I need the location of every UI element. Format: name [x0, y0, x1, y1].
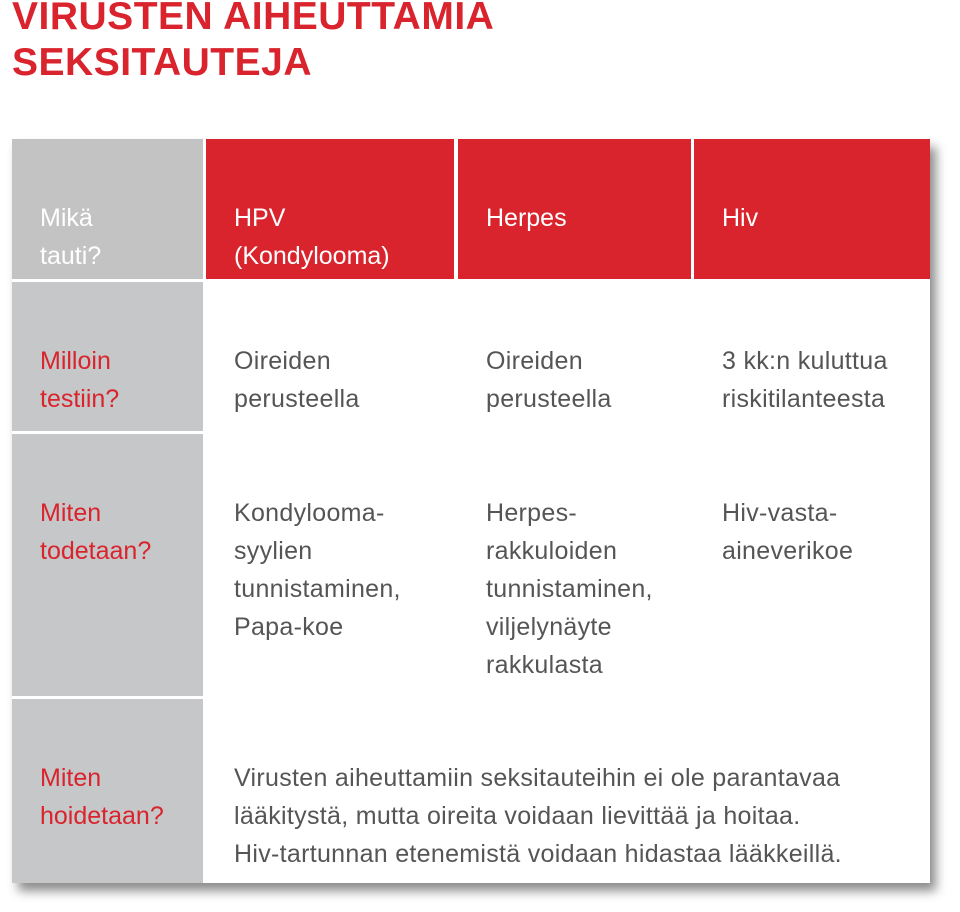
cell-hpv-milloin: [206, 282, 454, 431]
header-herpes-text: Herpes: [486, 204, 567, 232]
page-title-line-1: VIRUSTEN AIHEUTTAMIA: [12, 0, 495, 38]
header-label-cell: [12, 139, 203, 279]
page-title-line-2: SEKSITAUTEJA: [12, 41, 312, 84]
cell-hpv-todetaan: [206, 434, 454, 696]
header-hpv-cell: [206, 139, 454, 279]
row-label-miten-hoidetaan: [12, 699, 203, 883]
row-label-miten-todetaan: [12, 434, 203, 696]
std-comparison-table: [12, 139, 930, 883]
cell-text: Hiv-vasta- aineverikoe: [722, 499, 854, 565]
cell-text: Oireiden perusteella: [234, 347, 360, 413]
row-label-text: Miten todetaan?: [40, 499, 152, 565]
cell-text: Oireiden perusteella: [486, 347, 612, 413]
row-label-milloin: [12, 282, 203, 431]
cell-text: Virusten aiheuttamiin seksitauteihin ei ole parantavaa lääkitystä, mutta oireita voidaan lievittää ja hoitaa. Hiv-tartunnan etenemistä voidaan hidastaa lääkkeillä.: [234, 764, 842, 868]
cell-text: Kondylooma- syylien tunnistaminen, Papa-koe: [234, 499, 401, 641]
header-hiv-text: Hiv: [722, 204, 759, 232]
cell-herpes-milloin: [458, 282, 691, 431]
cell-text: 3 kk:n kuluttua riskitilanteesta: [722, 347, 888, 413]
cell-hiv-todetaan: [694, 434, 930, 696]
row-label-text: Miten hoidetaan?: [40, 764, 164, 830]
row-label-text: Milloin testiin?: [40, 347, 120, 413]
header-herpes-cell: [458, 139, 691, 279]
cell-herpes-todetaan: [458, 434, 691, 696]
cell-hoidetaan-merged: [206, 699, 930, 883]
cell-hiv-milloin: [694, 282, 930, 431]
header-hiv-cell: [694, 139, 930, 279]
page-title: [12, 0, 494, 86]
header-hpv-text: HPV (Kondylooma): [234, 204, 390, 270]
header-label-text: Mikä tauti?: [40, 204, 102, 270]
cell-text: Herpes- rakkuloiden tunnistaminen, viljelynäyte rakkulasta: [486, 499, 653, 679]
